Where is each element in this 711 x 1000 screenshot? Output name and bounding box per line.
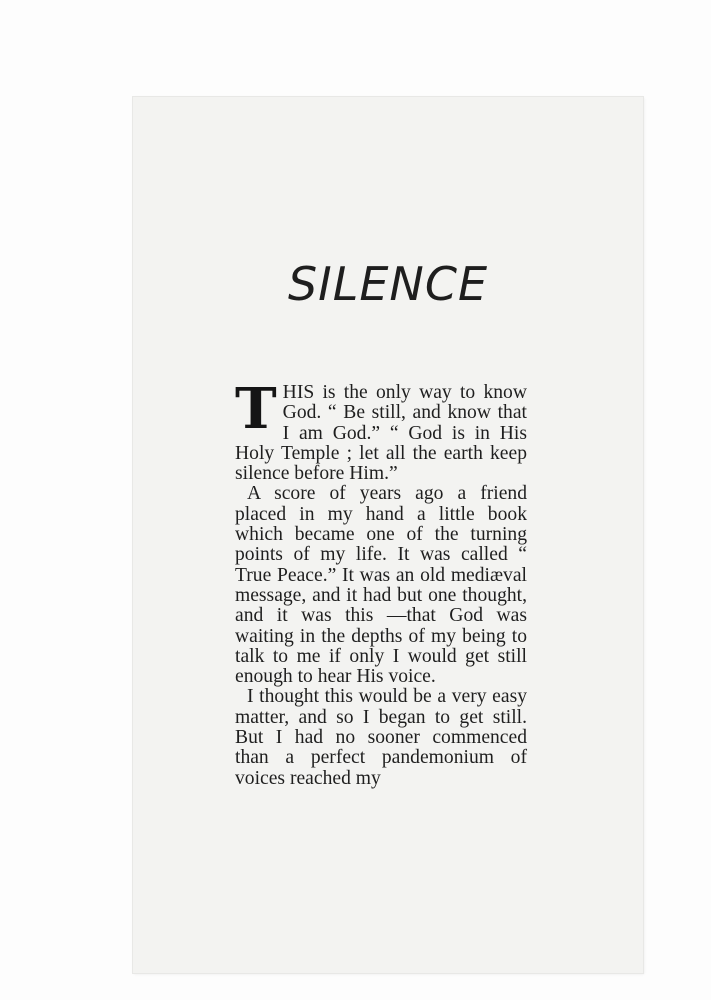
paragraph-3: I thought this would be a very easy matter, and so I began to get still. But I had no sooner commenced than a perfect pandemonium of voices reached my xyxy=(235,686,527,789)
paragraph-2: A score of years ago a friend placed in my hand a little book which became one of the turning points of my life. It was called “ True Peace.” It was an old mediæval message, and it had but one thought, and it was this —that God was waiting in the depths of my being to talk to me if only I would get still enough to hear His voice. xyxy=(235,483,527,688)
paragraph-1 xyxy=(235,376,527,485)
page-title: SILENCE xyxy=(287,257,489,311)
body-text xyxy=(235,376,527,789)
drop-cap: T xyxy=(235,376,277,442)
paragraph-1-text: HIS is the only way to know God. “ Be still, and know that I am God.” “ God is in His Holy Temple ; let all the earth keep silence before Him.” xyxy=(235,382,527,485)
book-page xyxy=(133,97,643,973)
